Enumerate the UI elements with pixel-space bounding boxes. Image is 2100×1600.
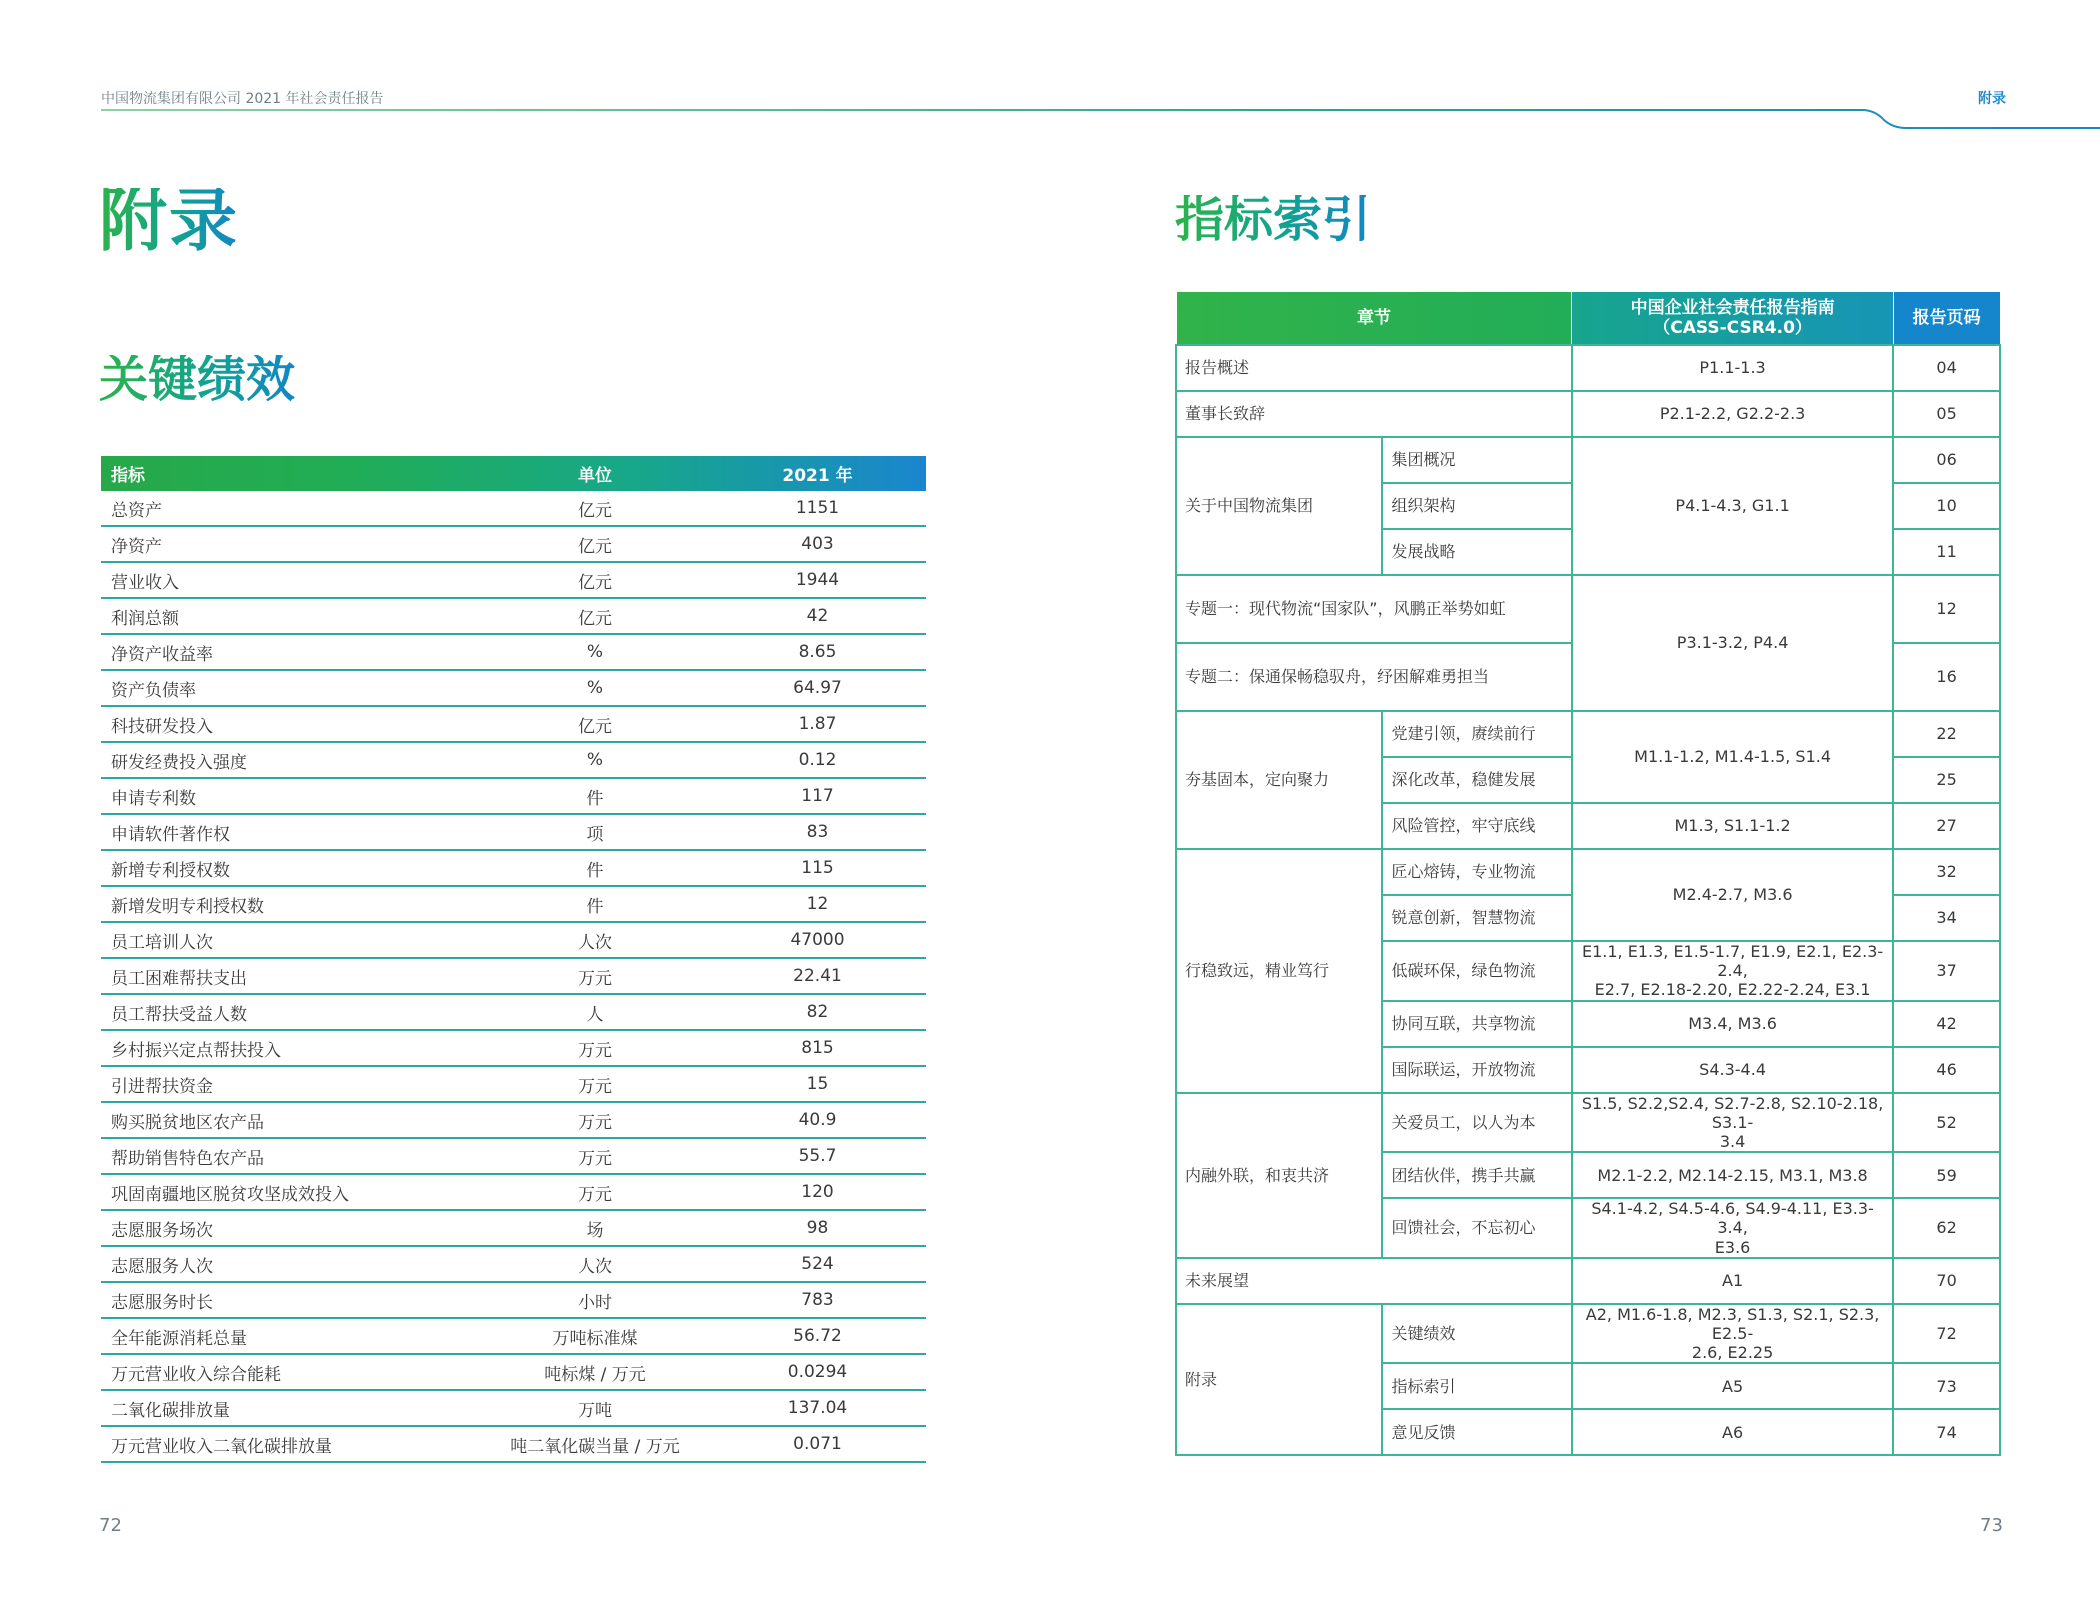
unit-cell: 吨二氧化碳当量 / 万元 <box>481 1426 709 1462</box>
table-row <box>101 922 926 958</box>
unit-cell: 人次 <box>481 922 709 958</box>
unit-cell: 亿元 <box>481 562 709 598</box>
subsection-label: 低碳环保，绿色物流 <box>1382 941 1572 1001</box>
table-row <box>101 598 926 634</box>
value-cell: 22.41 <box>709 958 926 994</box>
guide-code <box>1572 941 1893 1001</box>
indicator-cell: 新增发明专利授权数 <box>101 886 481 922</box>
page-number: 05 <box>1893 391 2000 437</box>
indicator-cell: 志愿服务时长 <box>101 1282 481 1318</box>
table-row <box>101 1390 926 1426</box>
table-row <box>101 1102 926 1138</box>
guide-code-line: 3.4 <box>1719 1131 1746 1151</box>
subsection-label: 团结伙伴，携手共赢 <box>1382 1152 1572 1198</box>
subsection-label: 协同互联，共享物流 <box>1382 1001 1572 1047</box>
indicator-cell: 乡村振兴定点帮扶投入 <box>101 1030 481 1066</box>
table-row <box>101 1318 926 1354</box>
subsection-label: 风险管控，牢守底线 <box>1382 803 1572 849</box>
indicator-cell: 营业收入 <box>101 562 481 598</box>
subsection-label: 关键绩效 <box>1382 1304 1572 1364</box>
value-cell: 524 <box>709 1246 926 1282</box>
unit-cell: 万吨标准煤 <box>481 1318 709 1354</box>
table-row <box>101 1246 926 1282</box>
page-number: 11 <box>1893 529 2000 575</box>
indicator-cell: 科技研发投入 <box>101 706 481 742</box>
page-number: 42 <box>1893 1001 2000 1047</box>
indicator-cell: 购买脱贫地区农产品 <box>101 1102 481 1138</box>
unit-cell: % <box>481 634 709 670</box>
kpi-table-body <box>101 491 926 1462</box>
indicator-cell: 二氧化碳排放量 <box>101 1390 481 1426</box>
subsection-label: 发展战略 <box>1382 529 1572 575</box>
table-header-row <box>101 456 926 491</box>
indicator-cell: 员工培训人次 <box>101 922 481 958</box>
page-title: 附录 <box>99 182 240 261</box>
unit-cell: 万元 <box>481 1030 709 1066</box>
page-number-right: 73 <box>1980 1515 2003 1536</box>
column-header-guide <box>1572 292 1893 346</box>
page-number: 25 <box>1893 757 2000 803</box>
table-row <box>101 562 926 598</box>
guide-code: A1 <box>1572 1258 1893 1304</box>
value-cell: 115 <box>709 850 926 886</box>
indicator-cell: 引进帮扶资金 <box>101 1066 481 1102</box>
value-cell: 12 <box>709 886 926 922</box>
value-cell: 8.65 <box>709 634 926 670</box>
indicator-cell: 万元营业收入二氧化碳排放量 <box>101 1426 481 1462</box>
table-row <box>101 1210 926 1246</box>
subsection-label: 回馈社会，不忘初心 <box>1382 1198 1572 1258</box>
report-header-title: 中国物流集团有限公司 2021 年社会责任报告 <box>101 91 384 107</box>
table-row <box>1176 345 2000 391</box>
unit-cell: 件 <box>481 850 709 886</box>
table-row <box>101 1066 926 1102</box>
chapter-label: 专题一：现代物流“国家队”，风鹏正举势如虹 <box>1176 575 1572 643</box>
page-number: 06 <box>1893 437 2000 483</box>
unit-cell: % <box>481 742 709 778</box>
table-row <box>1176 1258 2000 1304</box>
page-number: 12 <box>1893 575 2000 643</box>
indicator-cell: 员工困难帮扶支出 <box>101 958 481 994</box>
kpi-section-title: 关键绩效 <box>99 351 296 408</box>
guide-code: P1.1-1.3 <box>1572 345 1893 391</box>
subsection-label: 组织架构 <box>1382 483 1572 529</box>
value-cell: 98 <box>709 1210 926 1246</box>
value-cell: 1944 <box>709 562 926 598</box>
unit-cell: 亿元 <box>481 526 709 562</box>
unit-cell: 万元 <box>481 1174 709 1210</box>
chapter-label: 附录 <box>1176 1304 1382 1456</box>
table-row <box>101 670 926 706</box>
value-cell: 56.72 <box>709 1318 926 1354</box>
indicator-cell: 全年能源消耗总量 <box>101 1318 481 1354</box>
indicator-cell: 万元营业收入综合能耗 <box>101 1354 481 1390</box>
subsection-label: 锐意创新，智慧物流 <box>1382 895 1572 941</box>
table-header-row <box>1176 292 2000 346</box>
page-number: 34 <box>1893 895 2000 941</box>
page-number: 16 <box>1893 643 2000 711</box>
page-number: 46 <box>1893 1047 2000 1093</box>
unit-cell: 场 <box>481 1210 709 1246</box>
subsection-label: 集团概况 <box>1382 437 1572 483</box>
indicator-cell: 巩固南疆地区脱贫攻坚成效投入 <box>101 1174 481 1210</box>
page-number: 59 <box>1893 1152 2000 1198</box>
guide-code-line: E1.1, E1.3, E1.5-1.7, E1.9, E2.1, E2.3-2.4, <box>1581 942 1884 981</box>
value-cell: 137.04 <box>709 1390 926 1426</box>
unit-cell: 万元 <box>481 958 709 994</box>
unit-cell: % <box>481 670 709 706</box>
subsection-label: 意见反馈 <box>1382 1409 1572 1455</box>
unit-cell: 亿元 <box>481 598 709 634</box>
value-cell: 42 <box>709 598 926 634</box>
guide-code-line: E3.6 <box>1714 1237 1751 1257</box>
value-cell: 40.9 <box>709 1102 926 1138</box>
indicator-cell: 申请专利数 <box>101 778 481 814</box>
unit-cell: 吨标煤 / 万元 <box>481 1354 709 1390</box>
unit-cell: 小时 <box>481 1282 709 1318</box>
unit-cell: 件 <box>481 778 709 814</box>
page-number: 22 <box>1893 711 2000 757</box>
table-row <box>101 1138 926 1174</box>
table-row <box>101 958 926 994</box>
value-cell: 15 <box>709 1066 926 1102</box>
indicator-cell: 净资产收益率 <box>101 634 481 670</box>
guide-code: P2.1-2.2, G2.2-2.3 <box>1572 391 1893 437</box>
table-row <box>101 1282 926 1318</box>
value-cell: 1.87 <box>709 706 926 742</box>
table-row <box>101 886 926 922</box>
subsection-label: 指标索引 <box>1382 1363 1572 1409</box>
subsection-label: 关爱员工，以人为本 <box>1382 1093 1572 1153</box>
value-cell: 0.0294 <box>709 1354 926 1390</box>
unit-cell: 万元 <box>481 1138 709 1174</box>
page-number: 52 <box>1893 1093 2000 1153</box>
value-cell: 403 <box>709 526 926 562</box>
guide-code: M2.1-2.2, M2.14-2.15, M3.1, M3.8 <box>1572 1152 1893 1198</box>
table-row <box>101 778 926 814</box>
chapter-label: 专题二：保通保畅稳驭舟，纾困解难勇担当 <box>1176 643 1572 711</box>
table-row <box>1176 1304 2000 1364</box>
guide-code: P3.1-3.2, P4.4 <box>1572 575 1893 711</box>
table-row <box>101 491 926 526</box>
value-cell: 783 <box>709 1282 926 1318</box>
page-number-left: 72 <box>99 1515 122 1536</box>
table-row <box>1176 1093 2000 1153</box>
table-row <box>1176 711 2000 757</box>
indicator-cell: 净资产 <box>101 526 481 562</box>
table-row <box>1176 437 2000 483</box>
guide-code: M3.4, M3.6 <box>1572 1001 1893 1047</box>
value-cell: 0.12 <box>709 742 926 778</box>
guide-code: S4.3-4.4 <box>1572 1047 1893 1093</box>
guide-code: M2.4-2.7, M3.6 <box>1572 849 1893 941</box>
table-row <box>1176 391 2000 437</box>
chapter-label: 关于中国物流集团 <box>1176 437 1382 575</box>
table-row <box>101 742 926 778</box>
indicator-cell: 总资产 <box>101 491 481 526</box>
guide-code: A5 <box>1572 1363 1893 1409</box>
guide-code <box>1572 1304 1893 1364</box>
value-cell: 1151 <box>709 491 926 526</box>
guide-code-line: E2.7, E2.18-2.20, E2.22-2.24, E3.1 <box>1594 980 1871 1000</box>
page-number: 27 <box>1893 803 2000 849</box>
unit-cell: 亿元 <box>481 706 709 742</box>
table-row <box>101 1174 926 1210</box>
guide-code: A6 <box>1572 1409 1893 1455</box>
unit-cell: 万吨 <box>481 1390 709 1426</box>
guide-code: M1.1-1.2, M1.4-1.5, S1.4 <box>1572 711 1893 803</box>
value-cell: 83 <box>709 814 926 850</box>
table-row <box>101 1030 926 1066</box>
value-cell: 55.7 <box>709 1138 926 1174</box>
value-cell: 815 <box>709 1030 926 1066</box>
header-rule <box>0 100 2100 140</box>
guide-code <box>1572 1093 1893 1153</box>
column-header-page: 报告页码 <box>1893 292 2000 346</box>
chapter-label: 行稳致远，精业笃行 <box>1176 849 1382 1093</box>
value-cell: 117 <box>709 778 926 814</box>
value-cell: 64.97 <box>709 670 926 706</box>
value-cell: 0.071 <box>709 1426 926 1462</box>
page-number: 32 <box>1893 849 2000 895</box>
subsection-label: 深化改革，稳健发展 <box>1382 757 1572 803</box>
guide-code: P4.1-4.3, G1.1 <box>1572 437 1893 575</box>
guide-header-line1: 中国企业社会责任报告指南 <box>1630 297 1835 318</box>
value-cell: 82 <box>709 994 926 1030</box>
unit-cell: 项 <box>481 814 709 850</box>
column-header-indicator: 指标 <box>111 466 145 486</box>
table-row <box>101 1426 926 1462</box>
subsection-label: 党建引领，赓续前行 <box>1382 711 1572 757</box>
guide-code-line: S1.5, S2.2,S2.4, S2.7-2.8, S2.10-2.18, S3.1- <box>1581 1093 1884 1132</box>
indicator-cell: 新增专利授权数 <box>101 850 481 886</box>
unit-cell: 万元 <box>481 1102 709 1138</box>
indicator-cell: 志愿服务人次 <box>101 1246 481 1282</box>
page-number: 72 <box>1893 1304 2000 1364</box>
subsection-label: 国际联运，开放物流 <box>1382 1047 1572 1093</box>
guide-code <box>1572 1198 1893 1258</box>
page-number: 74 <box>1893 1409 2000 1455</box>
value-cell: 47000 <box>709 922 926 958</box>
guide-header-line2: （CASS-CSR4.0） <box>1653 318 1812 338</box>
chapter-label: 董事长致辞 <box>1176 391 1572 437</box>
indicator-cell: 申请软件著作权 <box>101 814 481 850</box>
table-row <box>1176 575 2000 643</box>
subsection-label: 匠心熔铸，专业物流 <box>1382 849 1572 895</box>
column-header-unit: 单位 <box>578 466 612 486</box>
value-cell: 120 <box>709 1174 926 1210</box>
section-header-label: 附录 <box>1978 91 2006 107</box>
table-row <box>101 994 926 1030</box>
table-row <box>101 850 926 886</box>
guide-code-line: S4.1-4.2, S4.5-4.6, S4.9-4.11, E3.3-3.4, <box>1591 1199 1874 1238</box>
unit-cell: 亿元 <box>481 491 709 526</box>
unit-cell: 万元 <box>481 1066 709 1102</box>
indicator-cell: 研发经费投入强度 <box>101 742 481 778</box>
table-row <box>101 814 926 850</box>
table-row <box>1176 849 2000 895</box>
indicator-cell: 志愿服务场次 <box>101 1210 481 1246</box>
page-number: 04 <box>1893 345 2000 391</box>
table-row <box>101 526 926 562</box>
page-number: 62 <box>1893 1198 2000 1258</box>
guide-code-line: 2.6, E2.25 <box>1691 1343 1774 1363</box>
chapter-label: 未来展望 <box>1176 1258 1572 1304</box>
index-section-title: 指标索引 <box>1175 191 1372 248</box>
indicator-cell: 利润总额 <box>101 598 481 634</box>
chapter-label: 报告概述 <box>1176 345 1572 391</box>
unit-cell: 件 <box>481 886 709 922</box>
table-row <box>101 706 926 742</box>
column-header-year: 2021 年 <box>782 466 853 486</box>
unit-cell: 人 <box>481 994 709 1030</box>
guide-code: M1.3, S1.1-1.2 <box>1572 803 1893 849</box>
indicator-cell: 帮助销售特色农产品 <box>101 1138 481 1174</box>
indicator-cell: 员工帮扶受益人数 <box>101 994 481 1030</box>
column-header-chapter: 章节 <box>1176 292 1572 346</box>
unit-cell: 人次 <box>481 1246 709 1282</box>
table-row <box>101 1354 926 1390</box>
key-performance-table <box>101 456 926 1463</box>
chapter-label: 内融外联，和衷共济 <box>1176 1093 1382 1258</box>
page-number: 10 <box>1893 483 2000 529</box>
chapter-label: 夯基固本，定向聚力 <box>1176 711 1382 849</box>
guide-code-line: A2, M1.6-1.8, M2.3, S1.3, S2.1, S2.3, E2.5- <box>1585 1304 1880 1343</box>
page-number: 70 <box>1893 1258 2000 1304</box>
indicator-index-table <box>1175 291 2001 1456</box>
page-number: 73 <box>1893 1363 2000 1409</box>
table-row <box>101 634 926 670</box>
indicator-cell: 资产负债率 <box>101 670 481 706</box>
page-number: 37 <box>1893 941 2000 1001</box>
